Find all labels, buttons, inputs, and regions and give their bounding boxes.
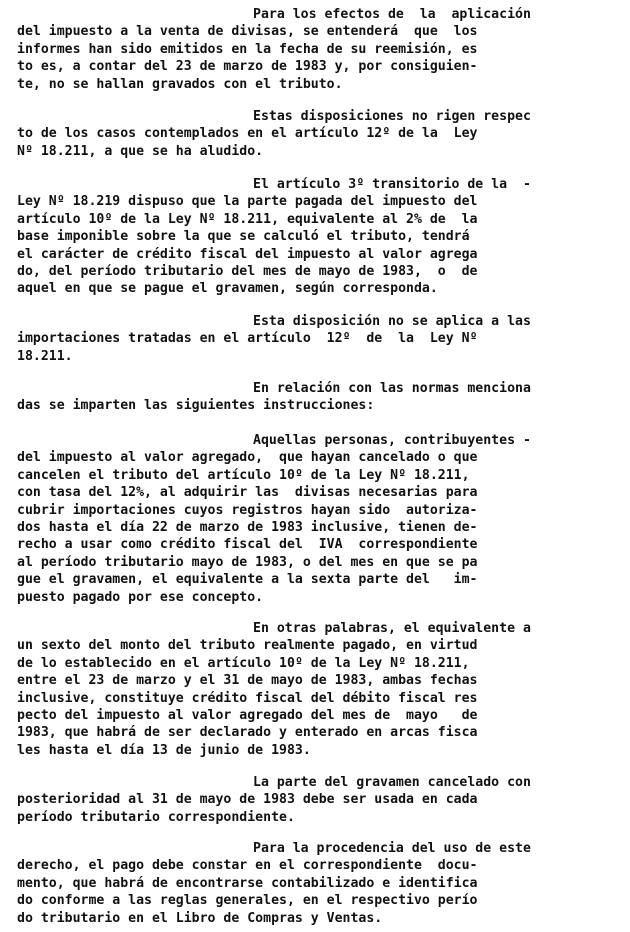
text-line: al período tributario mayo de 1983, o del mes en que se pa (17, 554, 478, 570)
text-line: cubrir importaciones cuyos registros hayan sido autoriza- (17, 502, 478, 518)
paragraph-4 (17, 313, 619, 365)
text-line: informes han sido emitidos en la fecha de su reemisión, es (17, 41, 478, 57)
paragraph-8 (17, 774, 619, 826)
paragraph-6 (17, 432, 619, 606)
text-line: te, no se hallan gravados con el tributo. (17, 76, 343, 92)
paragraph-3 (17, 176, 619, 298)
text-line: puesto pagado por ese concepto. (17, 589, 264, 605)
text-line: pecto del impuesto al valor agregado del mes de mayo de (17, 707, 478, 723)
paragraph-7 (17, 620, 619, 759)
text-line: das se imparten las siguientes instrucciones: (17, 398, 375, 414)
text-line: base imponible sobre la que se calculó el tributo, tendrá (17, 229, 470, 245)
text-line: con tasa del 12%, al adquirir las divisas necesarias para (17, 485, 478, 501)
paragraph-5 (17, 380, 619, 415)
text-line: recho a usar como crédito fiscal del IVA correspondiente (17, 537, 478, 553)
text-line: do conforme a las reglas generales, en el respectivo perío (17, 893, 478, 909)
text-line: derecho, el pago debe constar en el correspondiente docu- (17, 858, 478, 874)
text-line: del impuesto al valor agregado, que hayan cancelado o que (17, 450, 478, 466)
text-line: Esta disposición no se aplica a las (253, 314, 531, 329)
text-line: mento, que habrá de encontrarse contabilizado e identifica (17, 875, 478, 891)
text-line: Aquellas personas, contribuyentes - (253, 433, 531, 448)
text-line: to es, a contar del 23 de marzo de 1983 y, por consiguien- (17, 59, 478, 75)
text-line: dos hasta el día 22 de marzo de 1983 inclusive, tienen de- (17, 519, 478, 535)
text-line: to de los casos contemplados en el artículo 12º de la Ley (17, 126, 478, 142)
text-line: el carácter de crédito fiscal del impuesto al valor agrega (17, 246, 478, 262)
text-line: El artículo 3º transitorio de la - (253, 177, 531, 192)
text-line: Ley Nº 18.219 dispuso que la parte pagada del impuesto del (17, 194, 478, 210)
text-line: importaciones tratadas en el artículo 12º de la Ley Nº (17, 331, 478, 347)
text-line: artículo 10º de la Ley Nº 18.211, equivalente al 2% de la (17, 211, 478, 227)
text-line: gue el gravamen, el equivalente a la sexta parte del im- (17, 572, 478, 588)
text-line: En otras palabras, el equivalente a (253, 621, 531, 636)
text-line: de lo establecido en el artículo 10º de la Ley Nº 18.211, (17, 655, 470, 671)
text-line: les hasta el día 13 de junio de 1983. (17, 742, 311, 758)
paragraph-1 (17, 6, 619, 93)
text-line: En relación con las normas menciona (253, 381, 531, 396)
paragraph-9 (17, 840, 619, 927)
text-line: 1983, que habrá de ser declarado y enterado en arcas fisca (17, 725, 478, 741)
text-line: del impuesto a la venta de divisas, se entenderá que los (17, 24, 478, 40)
text-line: La parte del gravamen cancelado con (253, 775, 531, 790)
text-line: cancelen el tributo del artículo 10º de la Ley Nº 18.211, (17, 467, 470, 483)
text-line: Nº 18.211, a que se ha aludido. (17, 143, 264, 159)
text-line: Estas disposiciones no rigen respec (253, 109, 531, 124)
text-line: aquel en que se pague el gravamen, según corresponda. (17, 281, 438, 297)
text-line: inclusive, constituye crédito fiscal del débito fiscal res (17, 690, 478, 706)
text-line: do tributario en el Libro de Compras y Ventas. (17, 910, 383, 926)
text-line: entre el 23 de marzo y el 31 de mayo de 1983, ambas fechas (17, 673, 478, 689)
text-line: do, del período tributario del mes de mayo de 1983, o de (17, 263, 478, 279)
text-line: período tributario correspondiente. (17, 809, 295, 825)
text-line: 18.211. (17, 348, 73, 364)
text-line: Para la procedencia del uso de este (253, 841, 531, 856)
paragraph-2 (17, 108, 619, 160)
text-line: un sexto del monto del tributo realmente pagado, en virtud (17, 638, 478, 654)
text-line: Para los efectos de la aplicación (253, 7, 531, 22)
text-line: posterioridad al 31 de mayo de 1983 debe ser usada en cada (17, 792, 478, 808)
